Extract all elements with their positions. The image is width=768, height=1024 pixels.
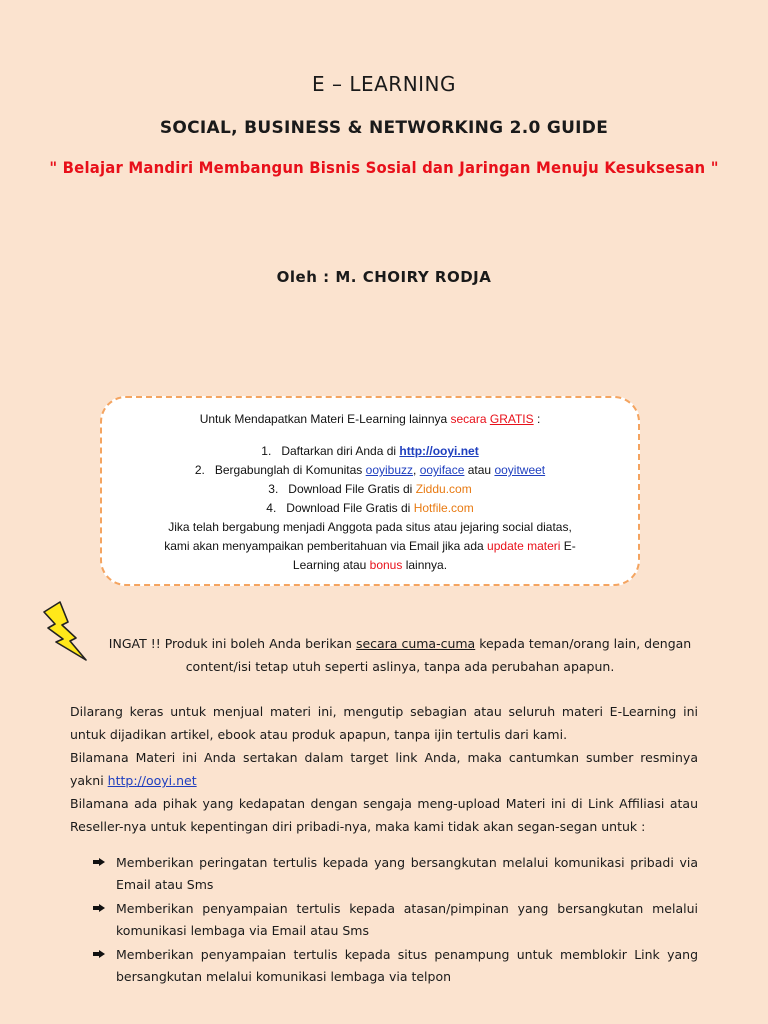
footer-text: Learning atau — [292, 558, 370, 572]
author-name: M. CHOIRY RODJA — [335, 268, 492, 286]
ooyi-link[interactable]: http://ooyi.net — [399, 444, 479, 458]
item-number: 4. — [266, 501, 277, 515]
ooyiface-link[interactable]: ooyiface — [419, 463, 465, 477]
pointing-hand-icon — [92, 855, 106, 869]
document-tagline: " Belajar Mandiri Membangun Bisnis Sosial dan Jaringan Menuju Kesuksesan " — [49, 158, 719, 177]
footer-update-red: update materi — [487, 539, 561, 553]
footer-text: kami akan menyampaikan pemberitahuan via Email jika ada — [164, 539, 488, 553]
footer-text: lainnya. — [402, 558, 448, 572]
list-item-text: Memberikan penyampaian tertulis kepada situs penampung untuk memblokir Link yang bersangkutan melalui komunikasi lembaga via telpon — [116, 947, 698, 984]
info-intro-end: : — [533, 412, 541, 426]
info-item-1 — [102, 444, 638, 458]
author-prefix: Oleh : — [276, 268, 336, 286]
list-item-text: Memberikan penyampaian tertulis kepada atasan/pimpinan yang bersangkutan melalui komunikasi lembaga via Email atau Sms — [116, 901, 698, 938]
info-intro-text: Untuk Mendapatkan Materi E-Learning lainnya — [199, 412, 451, 426]
paragraph-2-text: Bilamana Materi ini Anda sertakan dalam target link Anda, maka cantumkan sumber resminya yakni — [70, 750, 698, 788]
info-item-4 — [102, 501, 638, 515]
info-footer-line-1: Jika telah bergabung menjadi Anggota pada situs atau jejaring social diatas, — [168, 520, 572, 534]
document-subtitle: SOCIAL, BUSINESS & NETWORKING 2.0 GUIDE — [159, 118, 609, 138]
info-box — [100, 396, 640, 586]
ziddu-site: Ziddu.com — [415, 482, 472, 496]
lightning-bolt-icon — [38, 598, 90, 662]
pointing-hand-icon — [92, 947, 106, 961]
info-intro-red: secara — [450, 412, 490, 426]
info-footer-line-2 — [102, 539, 638, 553]
footer-bonus-red: bonus — [369, 558, 403, 572]
ooyi-body-link[interactable]: http://ooyi.net — [107, 773, 197, 788]
body-text — [70, 700, 698, 838]
info-intro — [102, 412, 638, 426]
info-item-3 — [102, 482, 638, 496]
list-item-text: Memberikan peringatan tertulis kepada yang bersangkutan melalui komunikasi pribadi via Email atau Sms — [116, 855, 698, 892]
notice-text: INGAT !! Produk ini boleh Anda berikan — [108, 636, 356, 651]
paragraph-3: Bilamana ada pihak yang kedapatan dengan sengaja meng-upload Materi ini di Link Affiliasi atau Reseller-nya untuk kepentingan diri pribadi-nya, maka kami tidak akan segan-segan untuk : — [70, 796, 698, 834]
notice-line-2: content/isi tetap utuh seperti aslinya, tanpa ada perubahan apapun. — [185, 659, 615, 674]
document-title: E – LEARNING — [311, 72, 457, 96]
footer-text: E- — [560, 539, 576, 553]
hotfile-site: Hotfile.com — [413, 501, 474, 515]
author-line — [0, 268, 768, 286]
notice-text: kepada teman/orang lain, dengan — [475, 636, 692, 651]
info-footer-line-3 — [102, 558, 638, 572]
item-separator: atau — [464, 463, 495, 477]
item-separator: , — [413, 463, 420, 477]
ooyibuzz-link[interactable]: ooyibuzz — [365, 463, 414, 477]
pointing-hand-icon — [92, 901, 106, 915]
item-text: Download File Gratis di — [288, 482, 416, 496]
notice-line-1 — [90, 632, 710, 655]
notice-underline: secara cuma-cuma — [355, 636, 476, 651]
list-item — [92, 944, 698, 988]
info-intro-gratis: GRATIS — [489, 412, 534, 426]
paragraph-1: Dilarang keras untuk menjual materi ini, mengutip sebagian atau seluruh materi E-Learning ini untuk dijadikan artikel, ebook atau produk apapun, tanpa ijin tertulis dari kami. — [70, 704, 698, 742]
list-item — [92, 852, 698, 896]
item-number: 1. — [261, 444, 272, 458]
notice-block — [90, 632, 710, 678]
item-text: Download File Gratis di — [286, 501, 414, 515]
item-text: Daftarkan diri Anda di — [281, 444, 400, 458]
item-text: Bergabunglah di Komunitas — [214, 463, 366, 477]
item-number: 3. — [268, 482, 279, 496]
info-item-2 — [102, 463, 638, 477]
paragraph-2 — [70, 746, 698, 792]
list-item — [92, 898, 698, 942]
item-number: 2. — [194, 463, 205, 477]
ooyitweet-link[interactable]: ooyitweet — [494, 463, 546, 477]
bullet-list — [92, 852, 698, 990]
